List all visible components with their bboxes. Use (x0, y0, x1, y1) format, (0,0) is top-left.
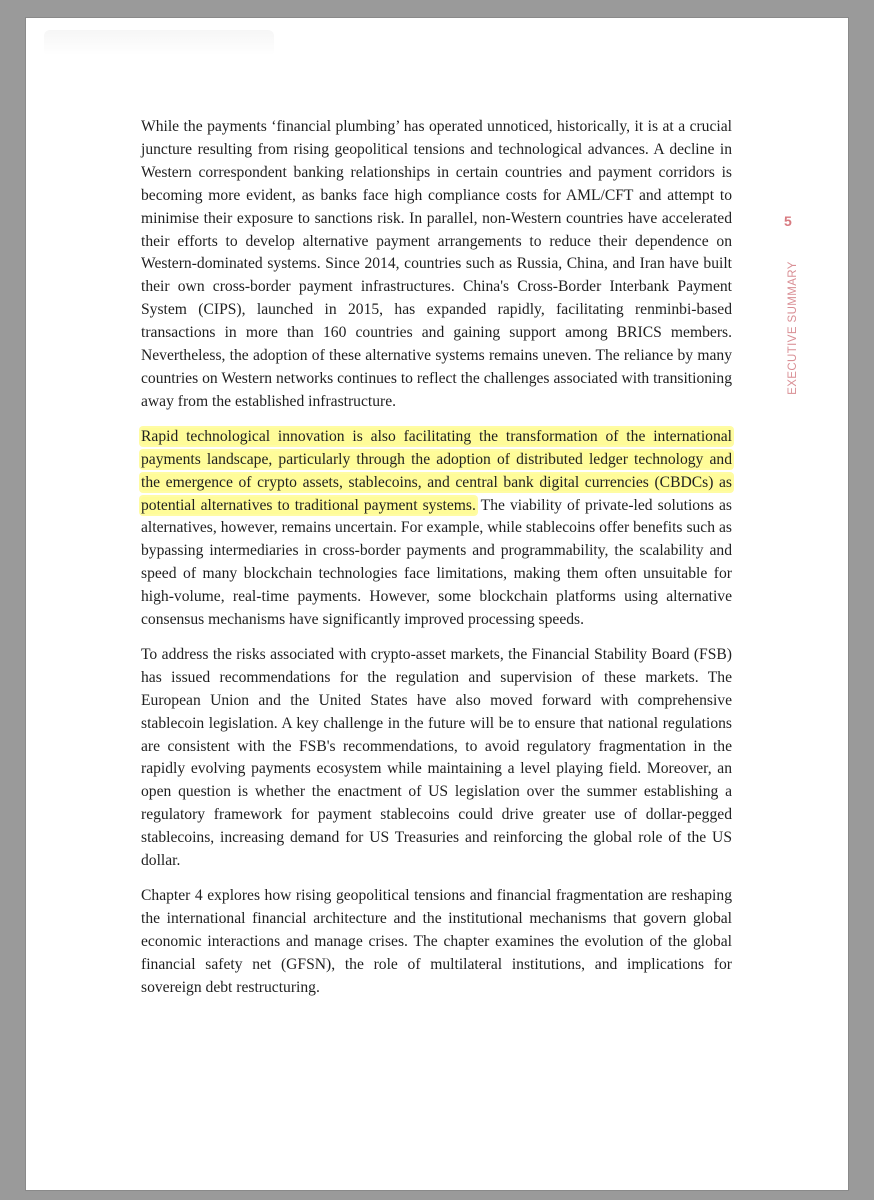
highlighted-text: Rapid technological innovation is also facilitating the transformation of the international payments landscape, particularly through the adoption of distributed ledger technology and the emergence of crypto assets, stablecoins, and central bank digital currencies (CBDCs) as potential alternatives to traditional payment systems. (141, 427, 732, 514)
paragraph-1: While the payments ‘financial plumbing’ has operated unnoticed, historically, it is at a crucial juncture resulting from rising geopolitical tensions and technological advances. A decline in Western correspondent banking relationships in certain countries and payment corridors is becoming more evident, as banks face high compliance costs for AML/CFT and attempt to minimise their exposure to sanctions risk. In parallel, non-Western countries have accelerated their efforts to develop alternative payment arrangements to reduce their dependence on Western-dominated systems. Since 2014, countries such as Russia, China, and Iran have built their own cross-border payment infrastructures. China's Cross-Border Interbank Payment System (CIPS), launched in 2015, has expanded rapidly, facilitating renminbi-based transactions in more than 160 countries and gaining support among BRICS members. Nevertheless, the adoption of these alternative systems remains uneven. The reliance by many countries on Western networks continues to reflect the challenges associated with transitioning away from the established infrastructure. (141, 118, 732, 410)
section-label: EXECUTIVE SUMMARY (787, 261, 799, 395)
paragraph-2-rest: The viability of private-led solutions as alternatives, however, remains uncertain. For example, while stablecoins offer benefits such as bypassing intermediaries in cross-border payments and programmability, the scalability and speed of many blockchain technologies face limitations, making them often unsuitable for high-volume, real-time payments. However, some blockchain platforms using alternative consensus mechanisms have significantly improved processing speeds. (141, 496, 733, 629)
paragraph-3: To address the risks associated with crypto-asset markets, the Financial Stability Board (FSB) has issued recommendations for the regulation and supervision of these markets. The European Union and the United States have also moved forward with comprehensive stablecoin legislation. A key challenge in the future will be to ensure that national regulations are consistent with the FSB's recommendations, to avoid regulatory fragmentation in the rapidly evolving payments ecosystem while maintaining a level playing field. Moreover, an open question is whether the enactment of US legislation over the summer establishing a regulatory framework for payment stablecoins could drive greater use of dollar-pegged stablecoins, increasing demand for US Treasuries and reinforcing the global role of the US dollar. (141, 645, 732, 870)
paragraph-2 (141, 426, 732, 632)
body-text (141, 116, 732, 1012)
page-number: 5 (784, 213, 792, 229)
document-page (26, 18, 848, 1190)
paragraph-4: Chapter 4 explores how rising geopolitical tensions and financial fragmentation are reshaping the international financial architecture and the institutional mechanisms that govern global economic interactions and manage crises. The chapter examines the evolution of the global financial safety net (GFSN), the role of multilateral institutions, and implications for sovereign debt restructuring. (141, 887, 732, 996)
page-edge-shadow (44, 30, 274, 56)
